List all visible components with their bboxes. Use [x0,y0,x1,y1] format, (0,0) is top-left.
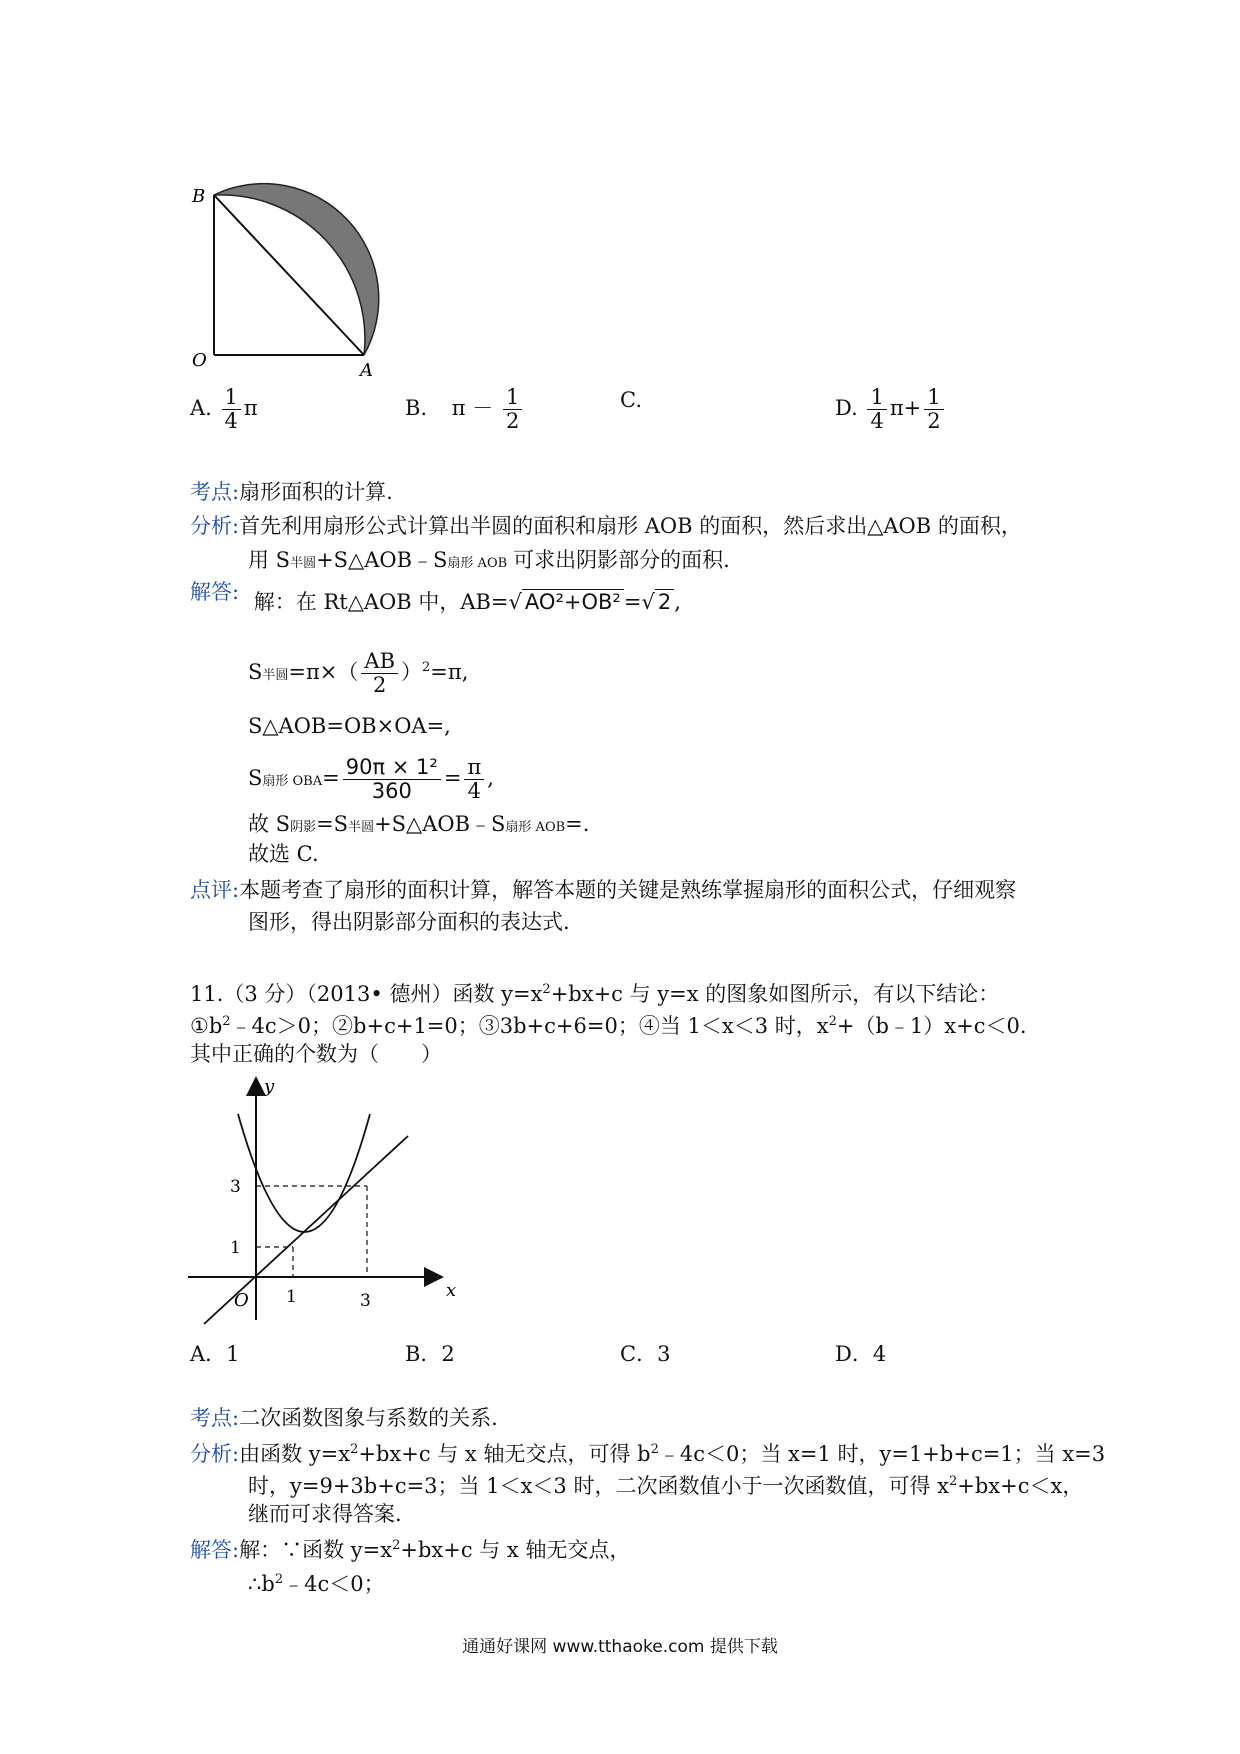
parabola [238,1114,370,1232]
subscript: 半圆 [290,556,317,571]
tick-x-1: 1 [286,1287,297,1307]
option-b-fraction [503,386,522,433]
subscript: 扇形 OBA [262,774,323,790]
axis-label-y: y [264,1076,275,1097]
q10-dianping-2 [248,908,570,936]
q11-jieda-2 [248,1566,385,1598]
jieda-tag: 解答: [190,1538,240,1562]
text: 继而可求得答案. [248,1502,402,1526]
superscript: 2 [274,1572,284,1587]
sector-figure [180,148,420,378]
text: = [623,590,642,614]
q11-line-2 [190,1008,1027,1040]
text: ） [401,660,423,685]
q11-line-3 [190,1040,442,1068]
text: +bx+c 与 x 轴无交点，可得 b [358,1442,651,1466]
frac-den: 2 [373,673,387,698]
q10-step-6 [248,840,319,868]
option-d [835,386,947,433]
subscript: 半圆 [262,668,289,684]
superscript: 2 [222,1014,231,1029]
superscript: 2 [650,1442,659,1457]
dianping-text: 本题考查了扇形的面积计算，解答本题的关键是熟练掌握扇形的面积公式，仔细观察 [239,878,1017,902]
text: +S△AOB﹣S [316,548,448,572]
sqrt-symbol: √ [641,590,655,614]
option-d-label: D. [835,396,858,421]
superscript: 2 [828,1014,837,1029]
subscript: 扇形 AOB [447,556,508,571]
text: S△AOB=OB×OA=, [248,714,451,738]
superscript: 2 [392,1538,401,1553]
text: 11.（3 分）（2013• 德州）函数 y=x [190,982,543,1006]
function-graph [180,1070,470,1330]
kaodian-text: 二次函数图象与系数的关系. [239,1406,498,1430]
option-a [190,386,258,433]
subscript: 扇形 AOB [505,820,566,835]
q10-step-5 [248,810,589,842]
text: , [487,766,494,791]
sqrt-symbol: √ [508,590,522,614]
text: = [443,766,462,791]
text: =π, [430,660,469,685]
text: 由函数 y=x [239,1442,351,1466]
q10-step-2 [248,650,468,697]
option-text: B．2 [405,1342,455,1366]
superscript: 2 [948,1474,958,1489]
fenxi-text: 首先利用扇形公式计算出半圆的面积和扇形 AOB 的面积，然后求出△AOB 的面积， [239,514,1022,538]
q11-kaodian [190,1404,498,1432]
label-a: A [360,360,373,378]
q11-option-d [835,1340,886,1368]
q10-fenxi-2 [248,546,730,578]
text: 故 S [248,812,291,836]
text: =S [316,812,349,836]
q11-option-b [405,1340,455,1368]
q10-jieda-1 [190,580,681,616]
text: =π×（ [288,660,359,685]
frac-num: 90π × 1² [343,756,441,780]
kaodian-tag: 考点: [190,480,240,504]
tick-y-3: 3 [230,1177,241,1197]
option-text: A．1 [190,1342,240,1366]
option-d-fraction-1 [867,386,886,433]
q11-line-1 [190,976,999,1008]
fenxi-tag: 分析: [190,514,240,538]
subscript: 半圆 [348,820,375,835]
text: ﹣4c＜0；当 x=1 时，y=1+b+c=1；当 x=3 [658,1442,1106,1466]
frac-num: π [464,756,484,780]
text: +bx+c＜x， [957,1474,1084,1498]
q10-step-3 [248,712,451,740]
text: 可求出阴影部分的面积. [513,548,730,572]
text: 解：在 Rt△AOB 中，AB= [253,590,509,614]
subscript: 阴影 [290,820,317,835]
sqrt-content: 2 [655,589,674,614]
option-c [620,386,642,414]
frac-den: 2 [505,409,520,434]
q10-fenxi-1 [190,512,1022,540]
q11-fenxi-3 [248,1500,402,1528]
frac-num: 1 [503,386,522,410]
option-d-mid: π+ [889,396,922,421]
dianping-tag: 点评: [190,878,240,902]
text: +（b﹣1）x+c＜0. [836,1014,1027,1038]
option-a-label: A. [190,396,212,421]
frac-num: 1 [867,386,886,410]
text: S [248,660,263,685]
q11-option-a [190,1340,240,1368]
option-b [405,386,525,433]
page-footer: 通通好课网 www.tthaoke.com 提供下载 [462,1637,778,1657]
q10-step-4 [248,756,494,803]
superscript: 2 [542,982,551,997]
text: ∴b [248,1572,275,1596]
option-b-head: π － [451,396,494,421]
q11-fenxi-2 [248,1468,1083,1500]
option-d-fraction-2 [924,386,943,433]
jieda-tag: 解答: [190,580,240,604]
text: =. [565,812,590,836]
frac-num: AB [361,650,398,674]
option-b-label: B. [405,396,428,421]
frac-num: 1 [924,386,943,410]
text: 时，y=9+3b+c=3；当 1＜x＜3 时，二次函数值小于一次函数值，可得 x [248,1474,949,1498]
option-c-label: C. [620,388,642,412]
text: +S△AOB﹣S [374,812,506,836]
label-o: O [192,350,207,371]
frac-den: 360 [371,779,412,804]
text: 故选 C. [248,842,319,866]
text: ﹣4c＜0； [283,1572,385,1596]
fraction [464,756,484,803]
text: ①b [190,1014,223,1038]
fraction [361,650,398,697]
fraction [343,756,441,803]
sqrt-content: AO²+OB² [522,589,624,614]
option-text: C．3 [620,1342,671,1366]
q11-fenxi-1 [190,1436,1105,1468]
superscript: 2 [350,1442,359,1457]
text: 用 S [248,548,291,572]
option-a-fraction [222,386,241,433]
text: ﹣4c＞0；②b+c+1=0；③3b+c+6=0；④当 1＜x＜3 时，x [230,1014,829,1038]
superscript: 2 [422,660,431,676]
q11-jieda-1 [190,1532,630,1564]
text: = [322,766,340,791]
text: 解：∵函数 y=x [239,1538,393,1562]
shaded-region [214,184,379,355]
frac-den: 4 [467,779,482,804]
dianping-text: 图形，得出阴影部分面积的表达式. [248,910,570,934]
text: +bx+c 与 y=x 的图象如图所示，有以下结论： [550,982,1000,1006]
frac-den: 2 [927,409,941,434]
axis-label-x: x [446,1280,457,1301]
option-a-tail: π [243,396,258,421]
kaodian-tag: 考点: [190,1406,240,1430]
tick-x-3: 3 [360,1291,371,1311]
text: , [674,590,681,614]
text: S [248,766,263,791]
label-b: B [192,186,206,207]
frac-num: 1 [222,386,241,410]
q10-dianping-1 [190,876,1016,904]
tick-y-1: 1 [230,1238,241,1258]
frac-den: 4 [224,409,238,434]
fenxi-tag: 分析: [190,1442,240,1466]
text: +bx+c 与 x 轴无交点， [400,1538,631,1562]
q10-kaodian [190,478,393,506]
text: 其中正确的个数为（ ） [190,1042,442,1066]
origin-label: O [234,1290,249,1311]
option-text: D．4 [835,1342,887,1366]
frac-den: 4 [870,409,884,434]
q11-option-c [620,1340,670,1368]
kaodian-text: 扇形面积的计算. [239,480,393,504]
